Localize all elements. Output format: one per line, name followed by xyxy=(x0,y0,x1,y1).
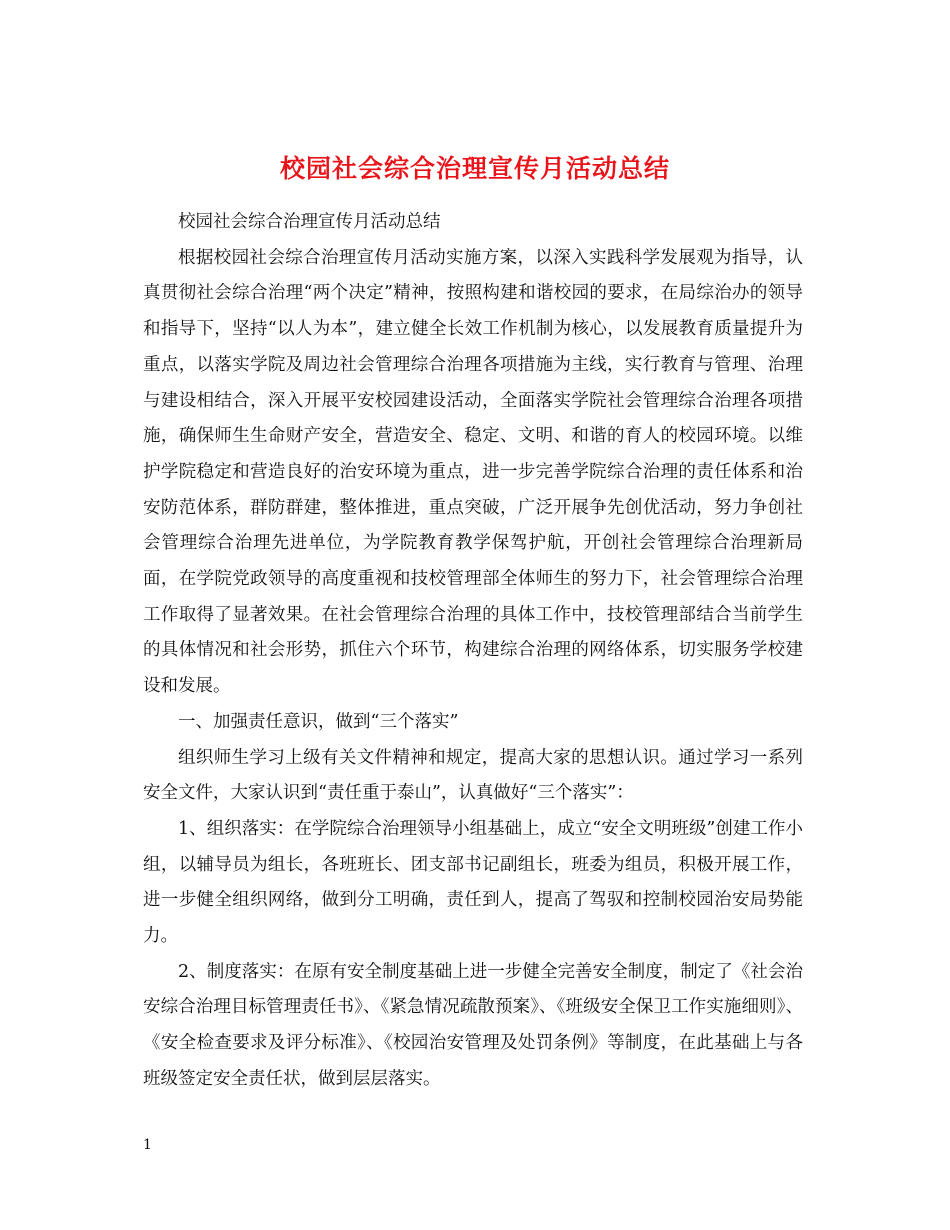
paragraph-subtitle: 校园社会综合治理宣传月活动总结 xyxy=(178,212,441,232)
paragraph-organization: 1、组织落实：在学院综合治理领导小组基础上，成立“安全文明班级”创建工作小组，以辅导员为组长，各班班长、团支部书记副组长，班委为组员，积极开展工作，进一步健全组织网络，做到分工明确，责任到人，提高了驾驭和控制校园治安局势能力。 xyxy=(143,818,803,947)
paragraph-intro: 根据校园社会综合治理宣传月活动实施方案，以深入实践科学发展观为指导，认真贯彻社会综合治理“两个决定”精神，按照构建和谐校园的要求，在局综治办的领导和指导下，坚持“以人为本”，建立健全长效工作机制为核心，以发展教育质量提升为重点，以落实学院及周边社会管理综合治理各项措施为主线，实行教育与管理、治理与建设相结合，深入开展平安校园建设活动，全面落实学院社会管理综合治理各项措施，确保师生生命财产安全，营造安全、稳定、文明、和谐的育人的校园环境。以维护学院稳定和营造良好的治安环境为重点，进一步完善学院综合治理的责任体系和治安防范体系，群防群建，整体推进，重点突破，广泛开展争先创优活动，努力争创社会管理综合治理先进单位，为学院教育教学保驾护航，开创社会管理综合治理新局面，在学院党政领导的高度重视和技校管理部全体师生的努力下，社会管理综合治理工作取得了显著效果。在社会管理综合治理的具体工作中，技校管理部结合当前学生的具体情况和社会形势，抓住六个环节，构建综合治理的网络体系，切实服务学校建设和发展。 xyxy=(143,247,803,697)
paragraph-study: 组织师生学习上级有关文件精神和规定，提高大家的思想认识。通过学习一系列安全文件，大家认识到“责任重于泰山”，认真做好“三个落实”： xyxy=(143,747,803,804)
page-number: 1 xyxy=(143,1137,152,1153)
document-body xyxy=(143,205,803,1098)
section-heading-1: 一、加强责任意识，做到“三个落实” xyxy=(178,711,459,732)
document-title: 校园社会综合治理宣传月活动总结 xyxy=(279,153,670,183)
paragraph-system: 2、制度落实：在原有安全制度基础上进一步健全完善安全制度，制定了《社会治安综合治理目标管理责任书》、《紧急情况疏散预案》、《班级安全保卫工作实施细则》、《安全检查要求及评分标准》、《校园治安管理及处罚条例》等制度，在此基础上与各班级签定安全责任状，做到层层落实。 xyxy=(143,961,803,1089)
